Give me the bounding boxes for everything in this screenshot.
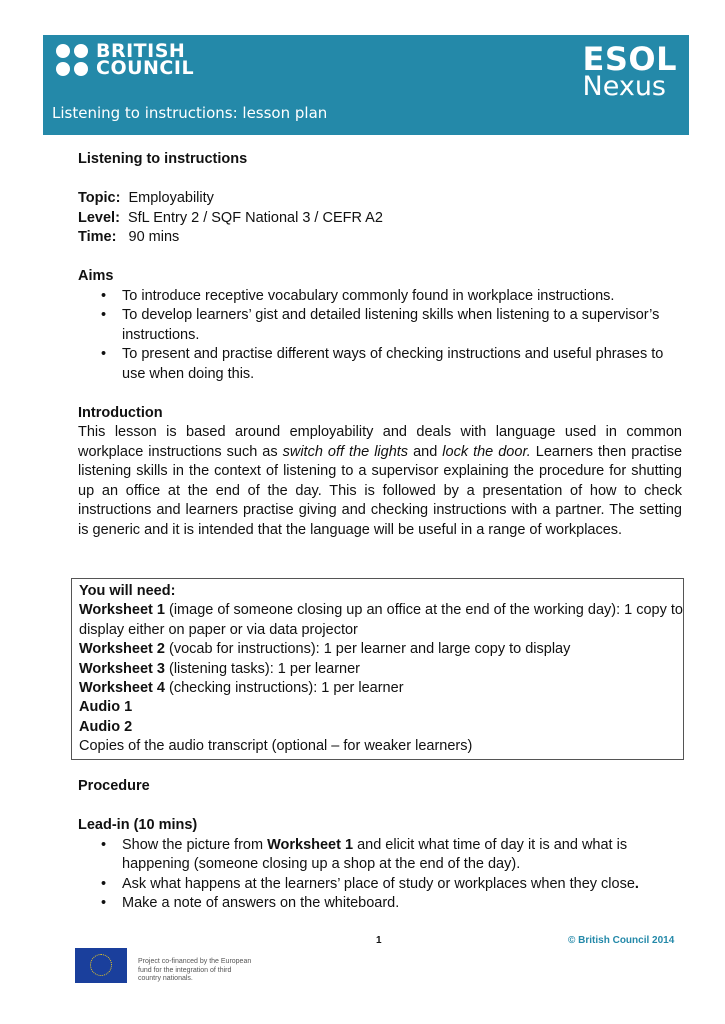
worksheet-label: Worksheet 2 [79,641,165,658]
time-value: 90 mins [128,229,180,245]
worksheet-desc: (checking instructions): 1 per learner [164,680,404,697]
list-item: • Make a note of answers on the whiteboard. [122,894,682,914]
procedure-section [78,777,682,914]
step-text: Ask what happens at the learners’ place of study or workplaces when they close [122,875,635,892]
time-label: Time: [78,229,117,245]
british-council-logo [56,40,195,79]
worksheet-label: Worksheet 3 [79,660,165,677]
brand-line1: ESOL [582,40,677,78]
worksheet-desc: (image of someone closing up an office at the end of the working day): 1 copy to display either on paper or via data projector [79,602,683,638]
time-row [78,228,682,248]
materials-item [79,679,683,698]
eu-text-line: country nationals. [138,975,193,982]
list-item: • To present and practise different ways of checking instructions and useful phrases to use when doing this. [122,345,682,384]
materials-item [79,640,683,659]
page-number: 1 [376,935,382,946]
intro-emphasis: switch off the lights [282,443,409,460]
list-item: • To introduce receptive vocabulary commonly found in workplace instructions. [122,287,682,307]
page-title: Listening to instructions [78,151,248,167]
step-text: and elicit what time of day it is and what is happening (someone closing up a shop at the end of the day). [122,836,628,872]
worksheet-label: Worksheet 4 [79,680,165,697]
introduction-paragraph [78,423,682,540]
step-bold: . [634,875,639,892]
header-banner [43,35,689,135]
leadin-list [78,836,682,914]
procedure-heading: Procedure [78,778,150,794]
topic-row [78,189,682,209]
worksheet-desc: (vocab for instructions): 1 per learner and large copy to display [164,641,571,658]
materials-box [71,578,684,760]
materials-item [79,601,683,640]
eu-text-line: fund for the integration of third [138,966,232,974]
header-title: Listening to instructions: lesson plan [52,104,328,122]
list-item [122,875,682,895]
eu-funding-note [138,958,251,984]
worksheet-desc: (listening tasks): 1 per learner [164,660,360,677]
level-row [78,209,682,229]
list-item: • To develop learners’ gist and detailed listening skills when listening to a supervisor’s instructions. [122,306,682,345]
topic-label: Topic: [78,190,121,206]
transcript-item: Copies of the audio transcript (optional – for weaker learners) [79,738,473,755]
brand-line2: Nexus [582,71,666,102]
logo-line1: BRITISH [96,40,186,62]
eu-text-line: Project co-financed by the European [138,958,252,965]
intro-text: and [408,443,443,460]
worksheet-label: Worksheet 1 [79,602,165,619]
topic-value: Employability [128,190,214,206]
logo-line2: COUNCIL [96,57,195,79]
materials-heading: You will need: [79,583,176,599]
introduction-heading: Introduction [78,404,163,421]
step-bold: Worksheet 1 [267,836,354,853]
logo-dots-icon [56,44,88,76]
intro-text: This lesson is based around employability and deals with language used in common workplace instructions such as [78,424,682,460]
level-label: Level: [78,209,120,226]
materials-item [79,660,683,679]
esol-nexus-logo [582,40,678,102]
document-body [78,150,682,540]
eu-flag-icon [75,948,127,983]
aims-list [78,287,682,385]
level-value: SfL Entry 2 / SQF National 3 / CEFR A2 [127,209,383,226]
intro-emphasis: lock the door. [442,443,531,460]
intro-text: Learners then practise listening skills in the context of listening to a supervisor explaining the procedure for shutting up an office at the end of the day. This is followed by a presentation of how to check instructions and learners practise giving and checking instructions with a partner. The setting is generic and it is intended that the language will be useful in a range of workplaces. [78,443,683,538]
list-item [122,836,682,875]
step-text: Show the picture from [122,836,268,853]
aims-heading: Aims [78,268,114,284]
audio-1: Audio 1 [79,699,133,716]
copyright: © British Council 2014 [568,935,675,946]
leadin-heading: Lead-in (10 mins) [78,817,198,833]
audio-2: Audio 2 [79,718,133,735]
